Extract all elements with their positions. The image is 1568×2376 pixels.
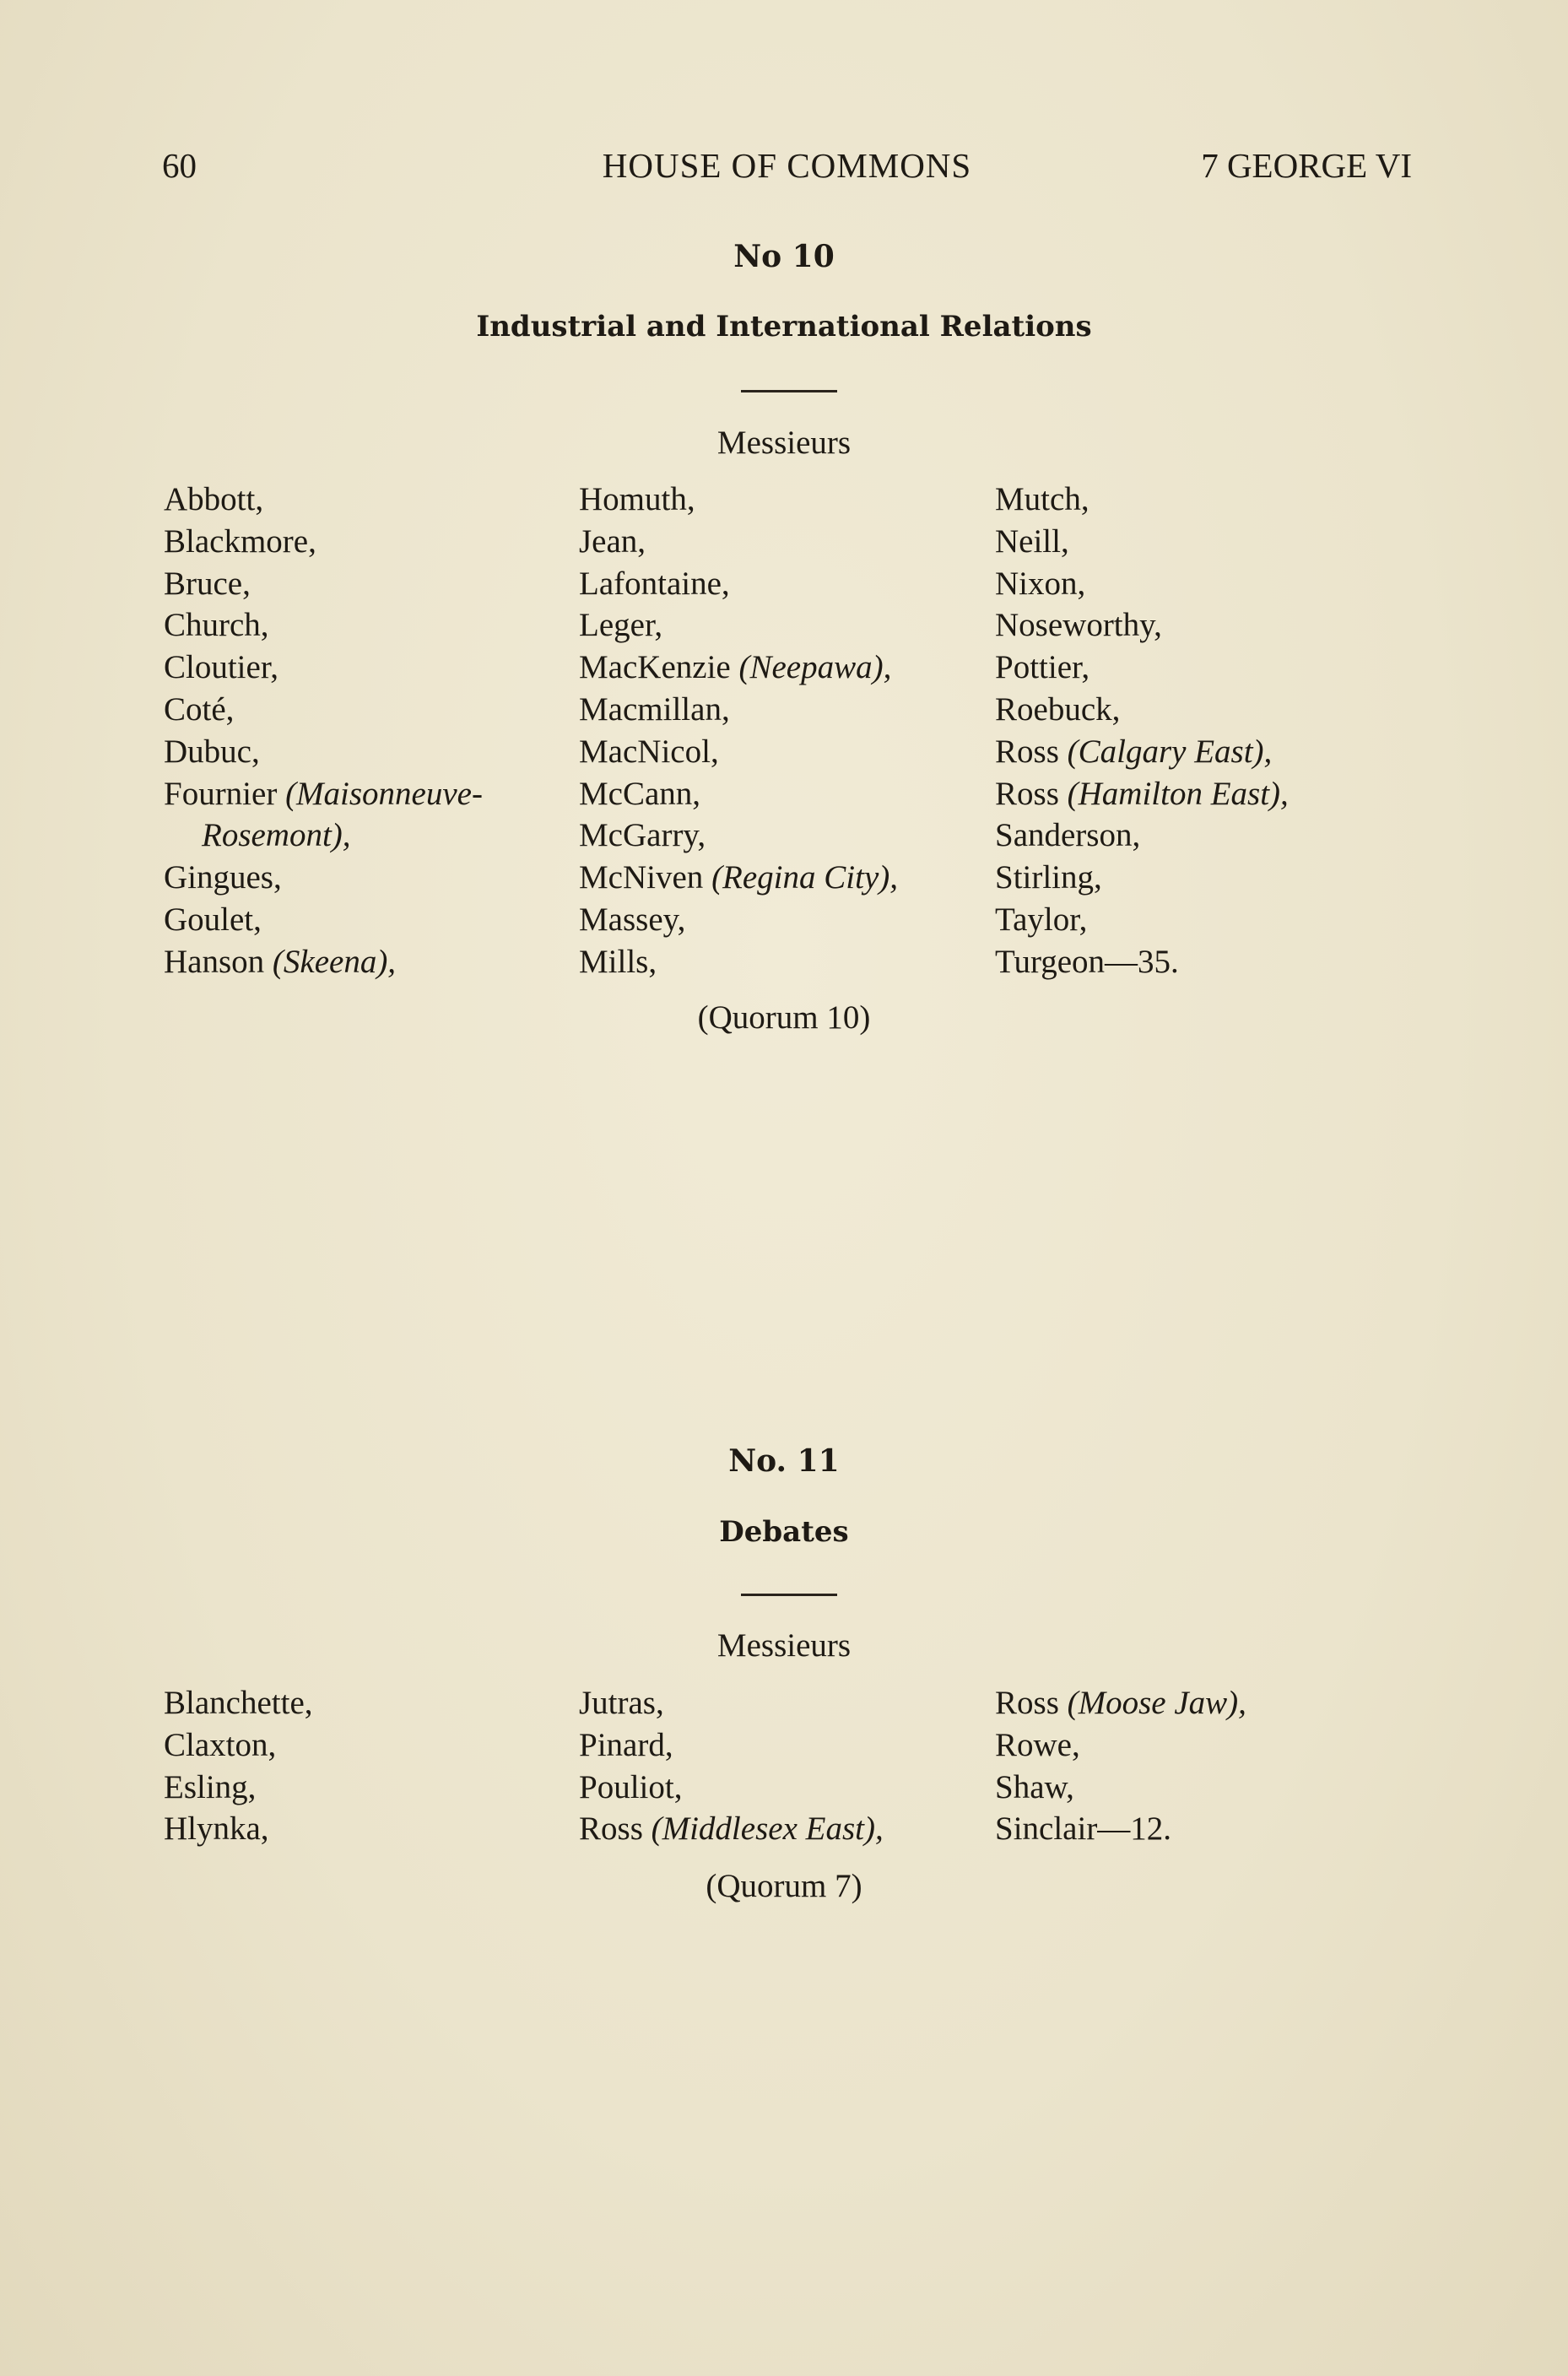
member-entry xyxy=(579,773,898,815)
member-name: Mutch, xyxy=(995,481,1089,517)
member-name: Pouliot, xyxy=(579,1768,683,1805)
member-entry xyxy=(164,857,483,899)
member-entry xyxy=(164,899,483,941)
member-name: Nixon, xyxy=(995,565,1086,602)
member-entry xyxy=(579,1808,884,1850)
member-entry xyxy=(579,731,898,773)
member-entry xyxy=(579,1682,884,1724)
member-entry xyxy=(579,857,898,899)
member-name: Mills, xyxy=(579,943,657,980)
member-name: Roebuck, xyxy=(995,690,1121,728)
member-name: Stirling, xyxy=(995,859,1102,896)
member-name: Blackmore, xyxy=(164,522,316,560)
running-head xyxy=(162,145,1412,187)
member-entry xyxy=(995,773,1289,815)
member-entry xyxy=(995,857,1289,899)
member-name: Macmillan, xyxy=(579,690,730,728)
member-entry xyxy=(164,689,483,731)
page-number: 60 xyxy=(162,146,197,185)
member-entry xyxy=(995,1682,1246,1724)
member-name: Dubuc, xyxy=(164,733,260,770)
member-name: Church, xyxy=(164,607,269,644)
member-name: Pottier, xyxy=(995,649,1090,686)
member-name: Taylor, xyxy=(995,901,1088,938)
member-name: Ross xyxy=(995,775,1068,812)
member-entry xyxy=(995,689,1289,731)
section-rule xyxy=(741,390,837,392)
member-entry xyxy=(164,1724,313,1767)
member-column-1 xyxy=(164,1682,313,1850)
member-entry xyxy=(579,604,898,647)
members-heading: Messieurs xyxy=(716,425,852,461)
member-entry xyxy=(164,647,483,689)
member-entry xyxy=(164,941,483,983)
member-name: Ross xyxy=(995,1685,1068,1721)
member-name: Abbott, xyxy=(164,481,264,517)
quorum-note: (Quorum 7) xyxy=(706,1868,862,1904)
member-entry xyxy=(995,479,1289,521)
member-entry xyxy=(995,941,1289,983)
section-rule xyxy=(741,1594,837,1596)
member-entry xyxy=(579,521,898,563)
regnal-year: 7 GEORGE VI xyxy=(1201,146,1412,185)
member-name: Esling, xyxy=(164,1768,257,1805)
member-name: Sinclair—12. xyxy=(995,1810,1172,1848)
member-entry xyxy=(995,815,1289,857)
member-name: Leger, xyxy=(579,607,663,644)
member-entry xyxy=(579,941,898,983)
member-name: Sanderson, xyxy=(995,817,1141,854)
members-heading: Messieurs xyxy=(716,1627,852,1664)
member-entry xyxy=(164,479,483,521)
member-name: Homuth, xyxy=(579,481,695,517)
publication-title: HOUSE OF COMMONS xyxy=(602,146,972,185)
member-entry xyxy=(995,1767,1246,1809)
member-name: McGarry, xyxy=(579,817,706,854)
member-name: Coté, xyxy=(164,690,235,728)
member-entry xyxy=(164,1808,313,1850)
member-name: Goulet, xyxy=(164,901,262,938)
member-name: Fournier xyxy=(164,775,286,812)
member-entry xyxy=(164,1682,313,1724)
member-name: McCann, xyxy=(579,775,701,812)
committee-number: No. 11 xyxy=(728,1443,840,1479)
member-entry xyxy=(164,604,483,647)
constituency-note: (Regina City), xyxy=(711,859,898,896)
member-name: Neill, xyxy=(995,522,1069,560)
member-name: Gingues, xyxy=(164,859,282,896)
member-name: Hanson xyxy=(164,943,273,980)
member-name: Blanchette, xyxy=(164,1685,313,1721)
committee-title: Industrial and International Relations xyxy=(476,310,1092,344)
member-entry xyxy=(995,1724,1246,1767)
member-entry xyxy=(164,773,483,815)
committee-number: No 10 xyxy=(733,239,835,274)
member-entry xyxy=(579,647,898,689)
member-entry xyxy=(995,604,1289,647)
constituency-note: (Hamilton East), xyxy=(1067,775,1289,812)
member-name: Jutras, xyxy=(579,1685,664,1721)
member-entry xyxy=(579,563,898,605)
member-column-2 xyxy=(579,1682,884,1850)
member-name: Pinard, xyxy=(579,1726,673,1763)
member-name: MacKenzie xyxy=(579,649,739,686)
member-entry xyxy=(164,1767,313,1809)
member-entry xyxy=(995,731,1289,773)
member-name: Ross xyxy=(579,1810,652,1848)
member-entry xyxy=(579,1724,884,1767)
member-name: Bruce, xyxy=(164,565,251,602)
member-name: Lafontaine, xyxy=(579,565,730,602)
member-entry xyxy=(164,815,483,857)
member-name: Hlynka, xyxy=(164,1810,269,1848)
member-entry xyxy=(995,521,1289,563)
member-name: Turgeon—35. xyxy=(995,943,1179,980)
member-name: Cloutier, xyxy=(164,649,279,686)
member-name: Ross xyxy=(995,733,1068,770)
member-name: Shaw, xyxy=(995,1768,1074,1805)
member-name: Rowe, xyxy=(995,1726,1080,1763)
member-column-3 xyxy=(995,479,1289,983)
constituency-note: (Maisonneuve- xyxy=(285,775,483,812)
constituency-note: (Middlesex East), xyxy=(651,1810,884,1848)
member-column-3 xyxy=(995,1682,1246,1850)
member-entry xyxy=(995,647,1289,689)
constituency-note: (Calgary East), xyxy=(1067,733,1273,770)
constituency-note: (Skeena), xyxy=(272,943,397,980)
member-name: McNiven xyxy=(579,859,712,896)
member-entry xyxy=(579,1767,884,1809)
member-column-2 xyxy=(579,479,898,983)
member-name: Jean, xyxy=(579,522,646,560)
member-name: Noseworthy, xyxy=(995,607,1162,644)
member-entry xyxy=(164,521,483,563)
member-name: Massey, xyxy=(579,901,686,938)
member-name: MacNicol, xyxy=(579,733,719,770)
member-entry xyxy=(995,899,1289,941)
constituency-note: (Neepawa), xyxy=(738,649,892,686)
member-entry xyxy=(164,563,483,605)
member-entry xyxy=(579,479,898,521)
quorum-note: (Quorum 10) xyxy=(697,999,871,1036)
member-entry xyxy=(579,689,898,731)
member-name: Claxton, xyxy=(164,1726,277,1763)
member-entry xyxy=(579,815,898,857)
constituency-note: Rosemont), xyxy=(202,817,351,854)
member-entry xyxy=(164,731,483,773)
member-entry xyxy=(995,563,1289,605)
member-column-1 xyxy=(164,479,483,983)
member-entry xyxy=(579,899,898,941)
committee-title: Debates xyxy=(719,1515,849,1549)
constituency-note: (Moose Jaw), xyxy=(1067,1685,1246,1721)
member-entry xyxy=(995,1808,1246,1850)
